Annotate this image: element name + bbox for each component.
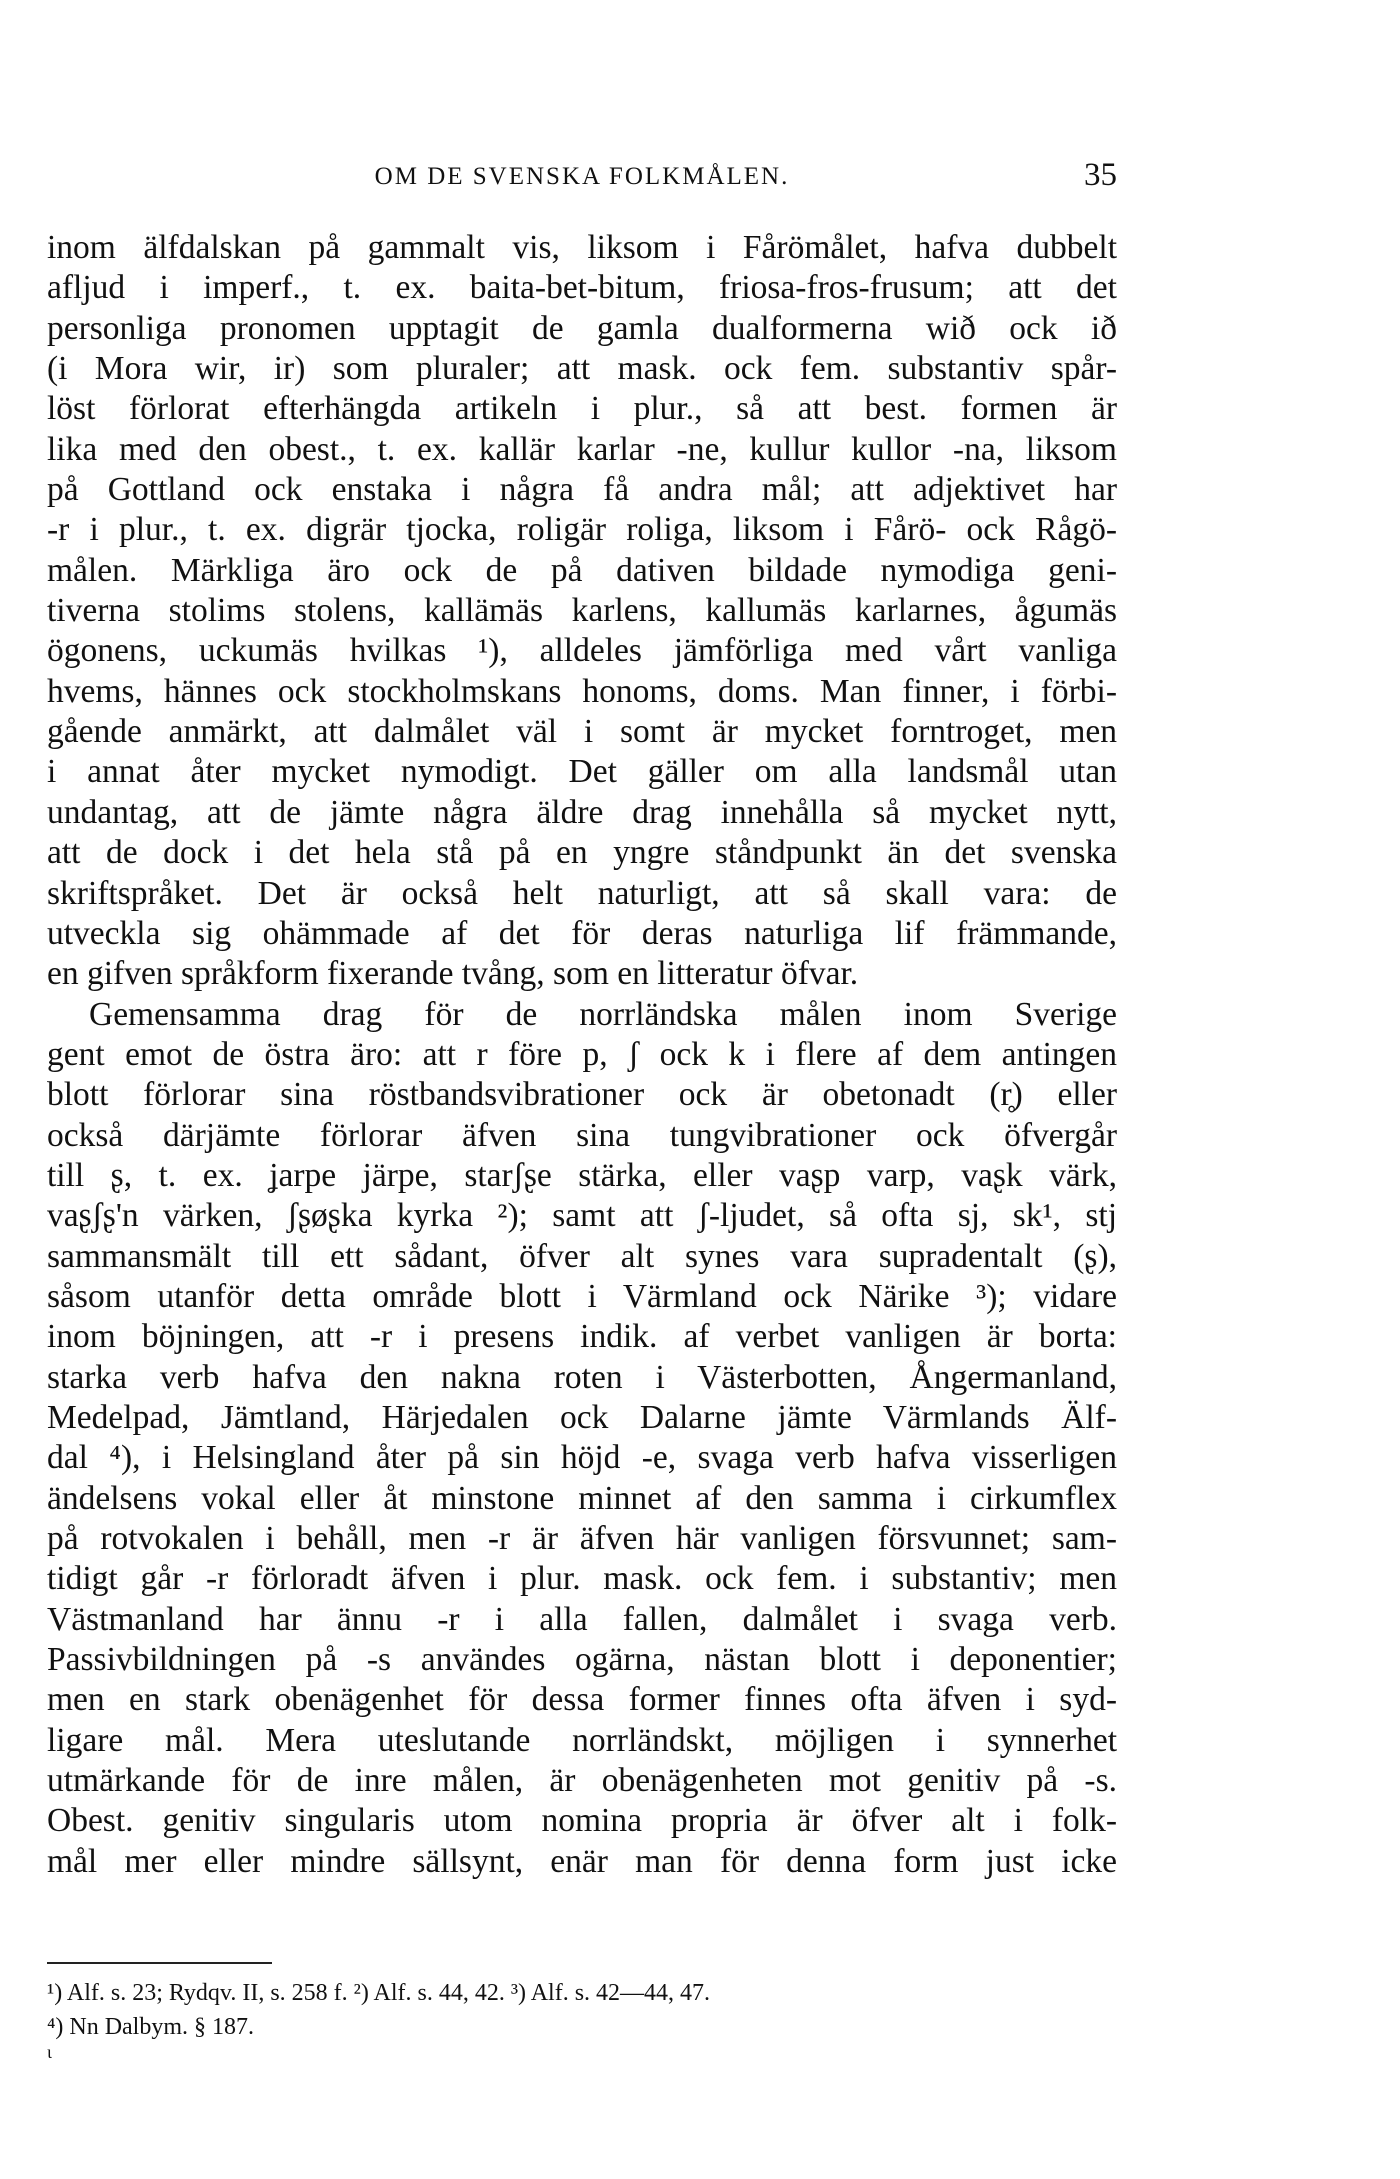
text-line: gående anmärkt, att dalmålet väl i somt är mycket forntroget, men: [47, 713, 1117, 751]
text-line: skriftspråket. Det är också helt naturligt, att så skall vara: de: [47, 874, 1117, 912]
text-line: en gifven språkform fixerande tvång, som en litteratur öfvar.: [47, 955, 859, 993]
text-line: på rotvokalen i behåll, men -r är äfven här vanligen försvunnet; sam-: [47, 1520, 1117, 1557]
text-line: blott förlorar sina röstbandsvibrationer ock är obetonadt (r̥) eller: [47, 1076, 1117, 1114]
text-line: utmärkande för de inre målen, är obenägenheten mot genitiv på -s.: [47, 1762, 1117, 1800]
text-line: såsom utanför detta område blott i Värmland ock Närike ³); vidare: [47, 1277, 1117, 1315]
text-line: sammansmält till ett sådant, öfver alt synes vara supradentalt (ʂ),: [47, 1237, 1117, 1275]
text-line: till ʂ, t. ex. ʝarpe järpe, starʃʂe stärka, eller vaʂp varp, vaʂk värk,: [47, 1156, 1117, 1194]
text-line: Västmanland har ännu -r i alla fallen, dalmålet i svaga verb.: [47, 1600, 1117, 1638]
text-line: personliga pronomen upptagit de gamla dualformerna wið ock ið: [47, 309, 1117, 347]
text-line: gent emot de östra äro: att r före p, ʃ ock k i flere af dem antingen: [47, 1035, 1117, 1073]
text-line: lika med den obest., t. ex. kallär karlar -ne, kullur kullor -na, liksom: [47, 430, 1117, 468]
text-line: inom älfdalskan på gammalt vis, liksom i Fårömålet, hafva dubbelt: [47, 229, 1117, 266]
text-line: löst förlorat efterhängda artikeln i plur., så att best. formen är: [47, 390, 1117, 428]
text-line: -r i plur., t. ex. digrär tjocka, roligär roliga, liksom i Fårö- ock Rågö-: [47, 511, 1117, 549]
text-line: tidigt går -r förloradt äfven i plur. mask. ock fem. i substantiv; men: [47, 1560, 1117, 1598]
text-line: men en stark obenägenhet för dessa former finnes ofta äfven i syd-: [47, 1681, 1117, 1719]
text-line: också därjämte förlorar äfven sina tungvibrationer ock öfvergår: [47, 1116, 1117, 1154]
page-number: 35: [1084, 157, 1117, 193]
text-line: Passivbildningen på -s användes ogärna, nästan blott i deponentier;: [47, 1641, 1117, 1679]
text-line: att de dock i det hela stå på en yngre ståndpunkt än det svenska: [47, 834, 1117, 872]
text-line: tiverna stolims stolens, kallämäs karlens, kallumäs karlarnes, ågumäs: [47, 592, 1117, 630]
running-title: OM DE SVENSKA FOLKMÅLEN.: [374, 163, 790, 190]
footnote-line: ⁴) Nn Dalbym. § 187.: [47, 2014, 255, 2040]
text-line: starka verb hafva den nakna roten i Västerbotten, Ångermanland,: [47, 1358, 1117, 1396]
text-line: hvems, hännes ock stockholmskans honoms, doms. Man finner, i förbi-: [47, 672, 1117, 710]
text-line: ligare mål. Mera uteslutande norrländskt, möjligen i synnerhet: [47, 1721, 1117, 1759]
text-line: på Gottland ock enstaka i några få andra mål; att adjektivet har: [47, 471, 1117, 509]
text-line: ögonens, uckumäs hvilkas ¹), alldeles jämförliga med vårt vanliga: [47, 632, 1117, 670]
page-header: [47, 157, 1117, 197]
footnote-divider: [47, 1962, 272, 1964]
text-line: i annat åter mycket nymodigt. Det gäller om alla landsmål utan: [47, 753, 1117, 791]
print-mark: ι: [47, 2042, 52, 2062]
paragraph-start-line: Gemensamma drag för de norrländska målen inom Sverige: [89, 995, 1117, 1033]
text-line: utveckla sig ohämmade af det för deras naturliga lif främmande,: [47, 914, 1117, 952]
text-line: undantag, att de jämte några äldre drag innehålla så mycket nytt,: [47, 793, 1117, 831]
text-line: (i Mora wir, ir) som pluraler; att mask. ock fem. substantiv spår-: [47, 350, 1117, 388]
footnote-line: ¹) Alf. s. 23; Rydqv. II, s. 258 f. ²) Alf. s. 44, 42. ³) Alf. s. 42—44, 47.: [47, 1980, 711, 2006]
text-line: Medelpad, Jämtland, Härjedalen ock Dalarne jämte Värmlands Älf-: [47, 1398, 1117, 1436]
footnotes: [47, 1976, 1117, 2044]
text-line: vaʂʃʂ'n värken, ʃʂøʂka kyrka ²); samt att ʃ-ljudet, så ofta sj, sk¹, stj: [47, 1197, 1117, 1235]
text-line: inom böjningen, att -r i presens indik. af verbet vanligen är borta:: [47, 1318, 1117, 1356]
text-line: mål mer eller mindre sällsynt, enär man för denna form just icke: [47, 1842, 1117, 1880]
text-line: dal ⁴), i Helsingland åter på sin höjd -e, svaga verb hafva visserligen: [47, 1439, 1117, 1477]
text-line: Obest. genitiv singularis utom nomina propria är öfver alt i folk-: [47, 1802, 1117, 1840]
text-line: ändelsens vokal eller åt minstone minnet af den samma i cirkumflex: [47, 1479, 1117, 1517]
text-line: afljud i imperf., t. ex. baita-bet-bitum, friosa-fros-frusum; att det: [47, 269, 1117, 307]
body-text: [47, 228, 1117, 1882]
text-line: målen. Märkliga äro ock de på dativen bildade nymodiga geni-: [47, 551, 1117, 589]
